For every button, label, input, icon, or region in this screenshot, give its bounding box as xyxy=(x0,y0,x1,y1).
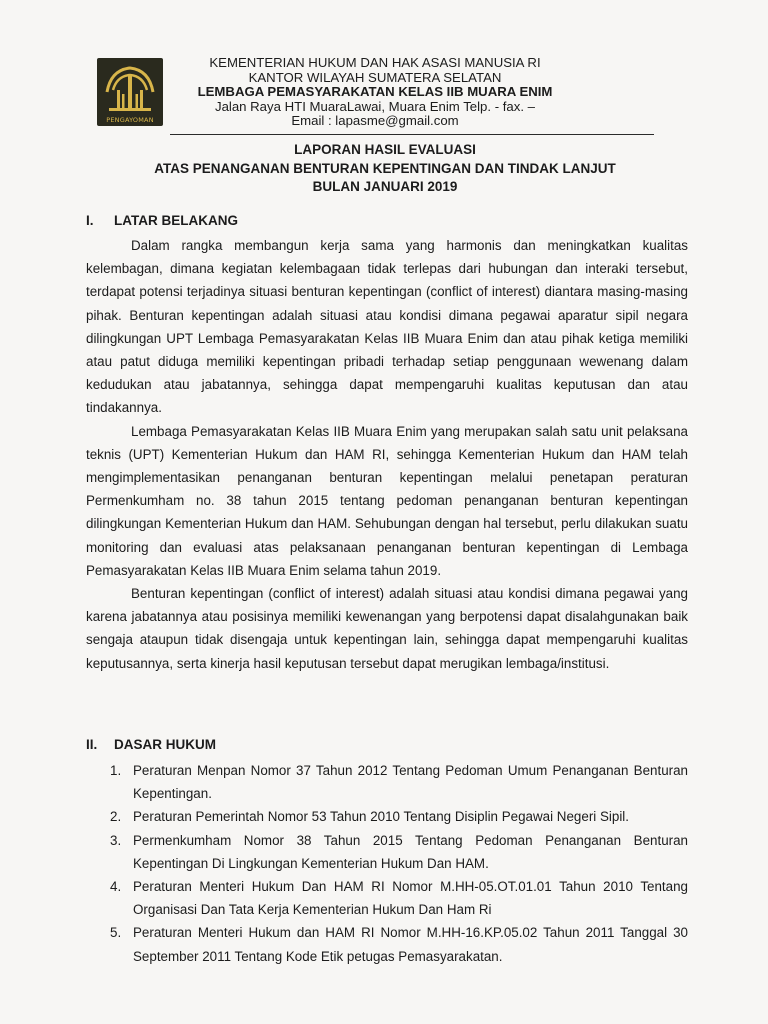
logo-caption: PENGAYOMAN xyxy=(106,116,154,124)
title-line-3: BULAN JANUARI 2019 xyxy=(312,179,458,194)
legal-basis-list xyxy=(86,759,688,968)
paragraph: Dalam rangka membangun kerja sama yang harmonis dan meningkatkan kualitas kelembagan, dimana kegiatan kelembagaan tidak terlepas dari hubungan dan interaki tersebut, terdapat potensi terjadinya situasi benturan kepentingan (conflict of interest) diantara masing-masing pihak. Benturan kepentingan adalah situasi atau kondisi dimana pegawai aparatur sipil negara dilingkungan UPT Lembaga Pemasyarakatan Kelas IIB Muara Enim dan atau pihak ketiga memiliki atau patut diduga memiliki kepentingan pribadi terhadap setiap penggunaan wewenang dalam kedudukan atau jabatannya, sehingga dapat mempengaruhi kualitas keputusan dan atau tindakannya. xyxy=(86,238,688,416)
title-line-1: LAPORAN HASIL EVALUASI xyxy=(294,142,476,157)
section-heading-dasar-hukum xyxy=(86,737,216,752)
list-item: 5. Peraturan Menteri Hukum dan HAM RI Nomor M.HH-16.KP.05.02 Tahun 2011 Tanggal 30 September 2011 Tentang Kode Etik petugas Pemasyarakatan. xyxy=(110,925,688,964)
list-item: 3. Permenkumham Nomor 38 Tahun 2015 Tentang Pedoman Penanganan Benturan Kepentingan Di Lingkungan Kementerian Hukum Dan HAM. xyxy=(110,832,688,871)
section-title: LATAR BELAKANG xyxy=(114,213,238,228)
list-item: 2. Peraturan Pemerintah Nomor 53 Tahun 2010 Tentang Disiplin Pegawai Negeri Sipil. xyxy=(110,809,629,825)
list-item: 4. Peraturan Menteri Hukum Dan HAM RI Nomor M.HH-05.OT.01.01 Tahun 2010 Tentang Organisasi Dan Tata Kerja Kementerian Hukum Dan Ham Ri xyxy=(110,879,688,918)
section-latar-belakang-body xyxy=(86,234,688,675)
section-title: DASAR HUKUM xyxy=(114,737,216,752)
regional-office: KANTOR WILAYAH SUMATERA SELATAN xyxy=(248,69,502,85)
section-heading-latar-belakang xyxy=(86,213,238,228)
ministry-name: KEMENTERIAN HUKUM DAN HAK ASASI MANUSIA RI xyxy=(209,55,541,70)
letterhead-divider xyxy=(170,134,654,135)
title-line-2: ATAS PENANGANAN BENTURAN KEPENTINGAN DAN TINDAK LANJUT xyxy=(154,160,616,176)
list-item: 1. Peraturan Menpan Nomor 37 Tahun 2012 Tentang Pedoman Umum Penanganan Benturan Kepentingan. xyxy=(110,763,688,802)
section-number: II. xyxy=(86,737,98,752)
report-title xyxy=(100,141,670,197)
section-number: I. xyxy=(86,213,94,228)
paragraph: Lembaga Pemasyarakatan Kelas IIB Muara Enim yang merupakan salah satu unit pelaksana teknis (UPT) Kementerian Hukum dan HAM RI, sehingga Kementerian Hukum dan HAM telah mengimplementasikan penanganan benturan kepentingan melalui penetapan peraturan Permenkumham no. 38 tahun 2015 tentang pedoman penanganan benturan kepentingan dilingkungan Kementerian Hukum dan HAM. Sehubungan dengan hal tersebut, perlu dilakukan suatu monitoring dan evaluasi atas pelaksanaan penanganan benturan kepentingan di Lembaga Pemasyarakatan Kelas IIB Muara Enim selama tahun 2019. xyxy=(86,423,688,578)
paragraph: Benturan kepentingan (conflict of interest) adalah situasi atau kondisi dimana pegawai yang karena jabatannya atau posisinya memiliki kewenangan yang berpotensi dapat disalahgunakan baik sengaja ataupun tidak disengaja untuk kepentingan lain, sehingga dapat mempengaruhi kualitas keputusannya, serta kinerja hasil keputusan tersebut dapat merugikan lembaga/institusi. xyxy=(86,586,688,671)
address-line: Jalan Raya HTI MuaraLawai, Muara Enim Telp. - fax. – xyxy=(214,98,536,114)
pengayoman-logo xyxy=(97,58,163,126)
email-line: Email : lapasme@gmail.com xyxy=(291,113,459,129)
institution-name: LEMBAGA PEMASYARAKATAN KELAS IIB MUARA ENIM xyxy=(197,84,553,100)
letterhead xyxy=(170,56,580,129)
